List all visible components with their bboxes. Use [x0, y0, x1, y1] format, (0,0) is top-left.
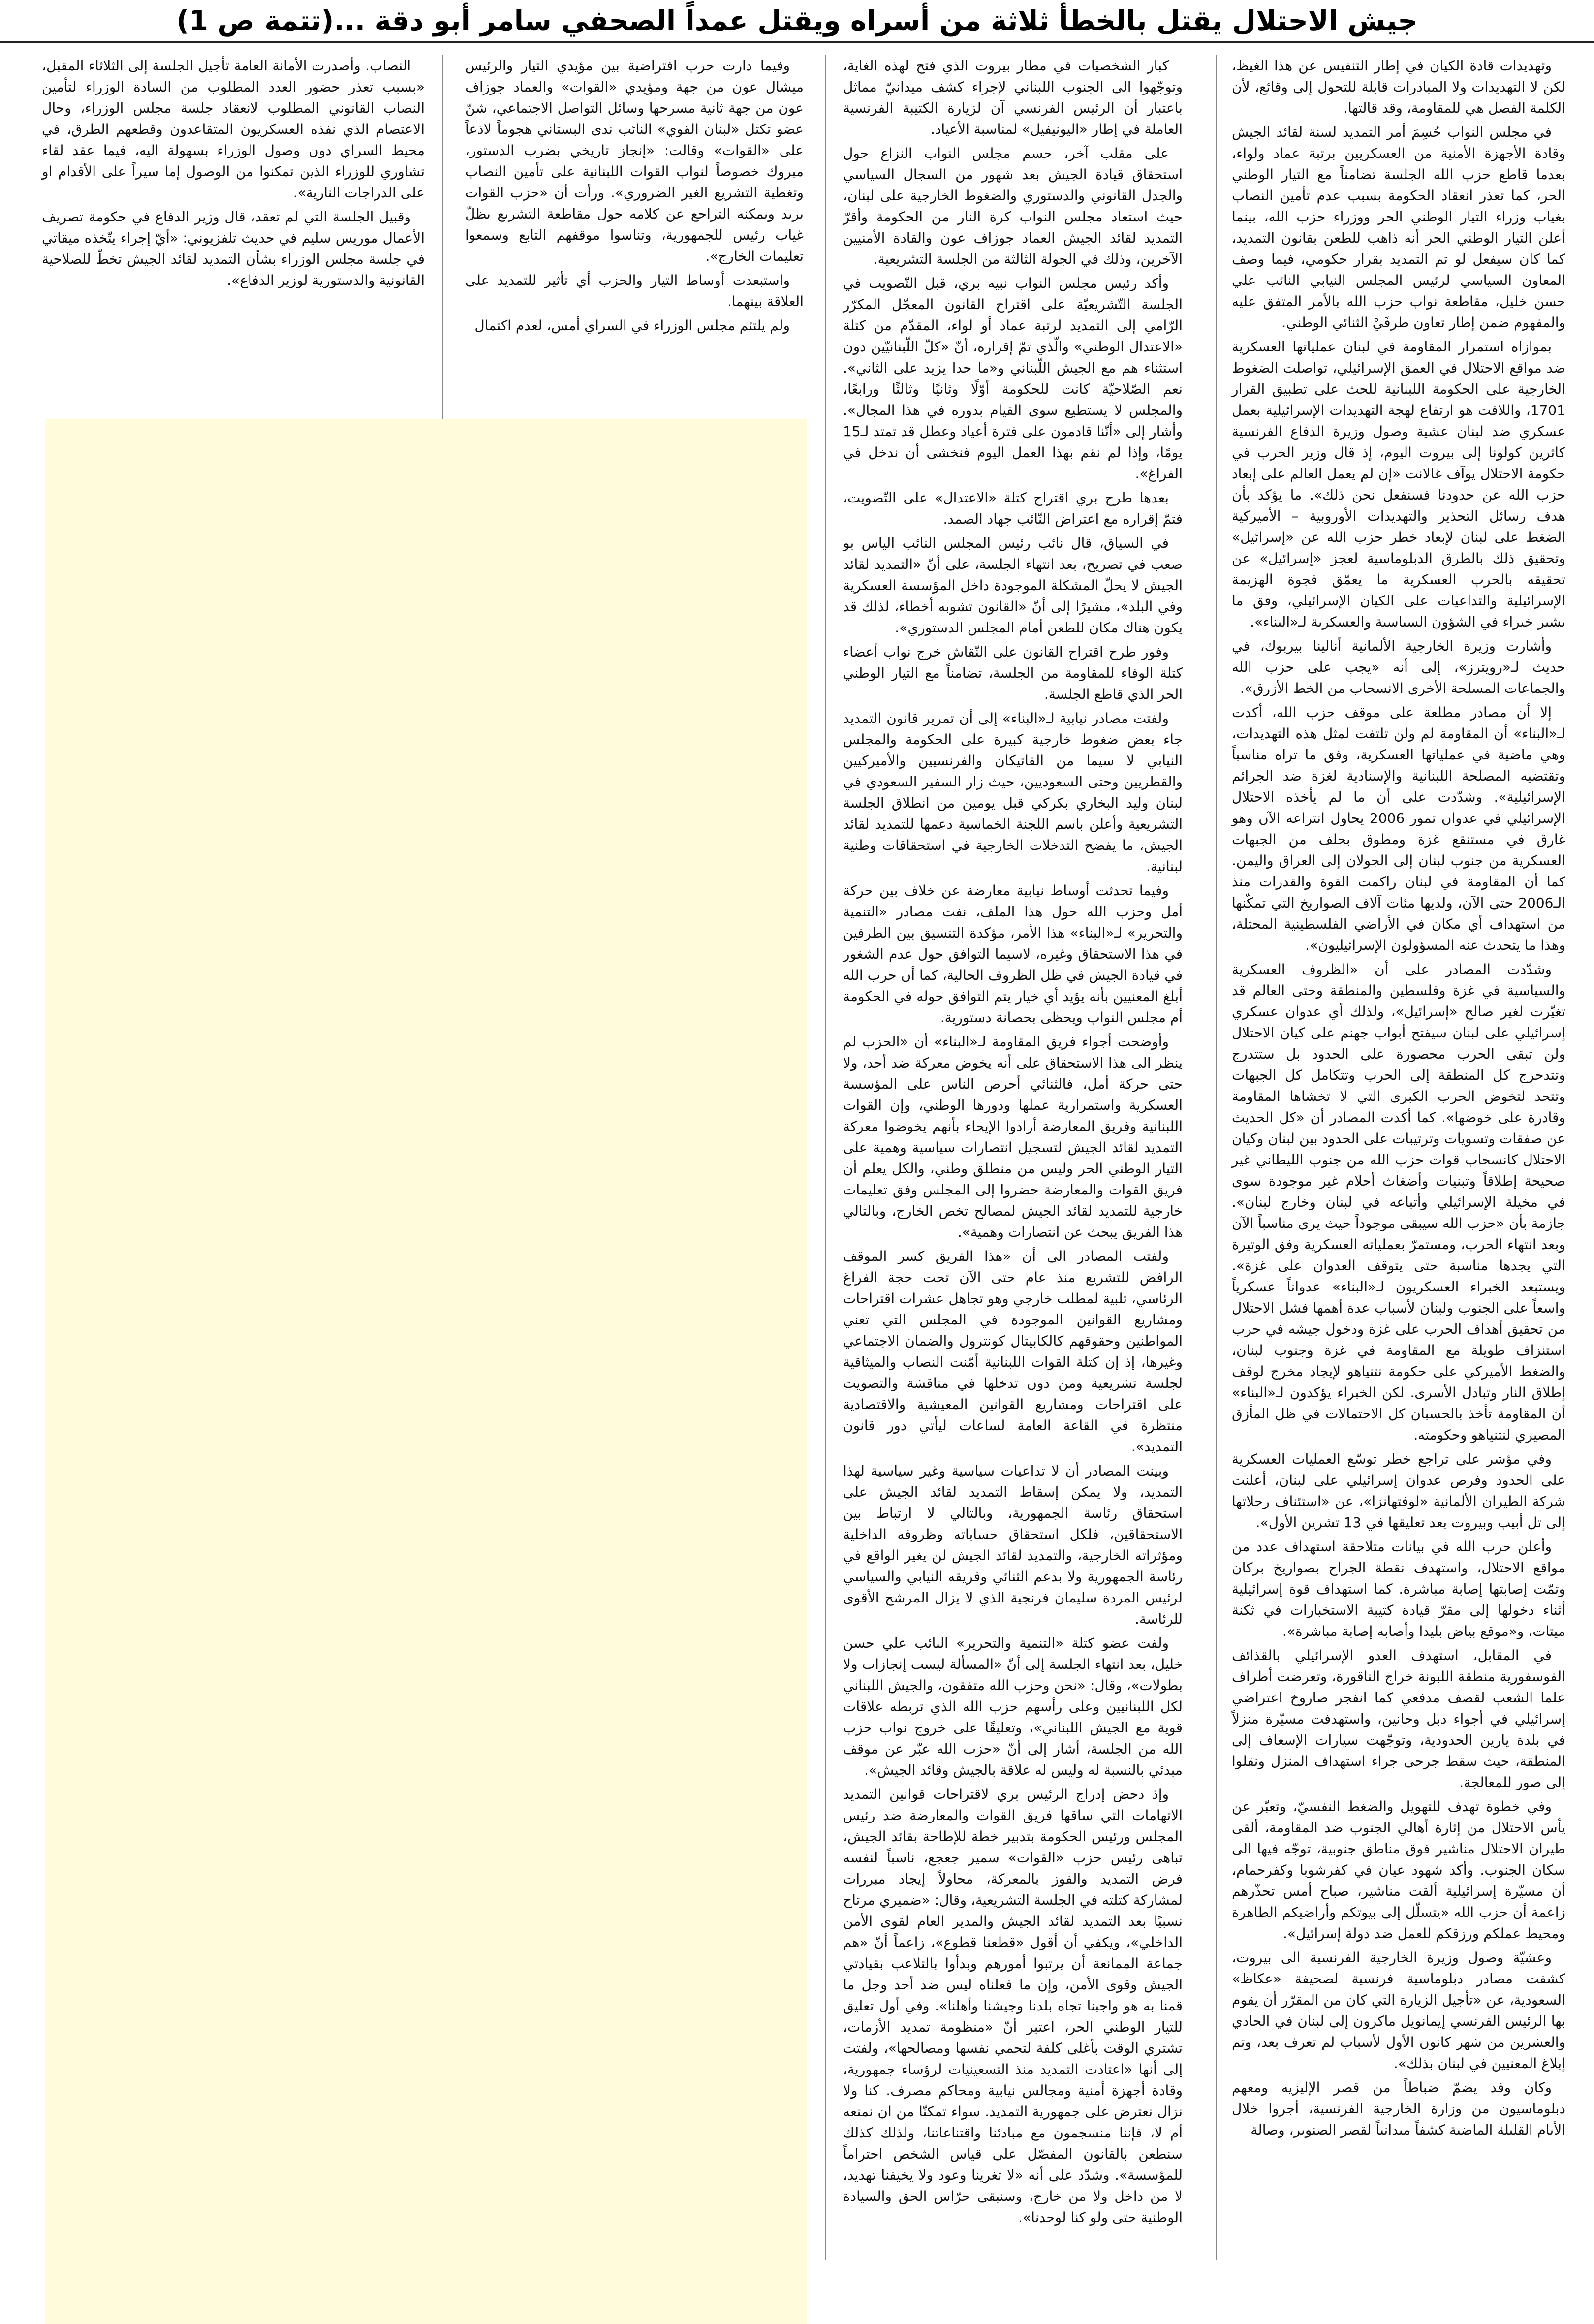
article-paragraph: وتهديدات قادة الكيان في إطار التنفيس عن هذا الغيظ، لكن لا التهديدات ولا المبادرات قابلة للتحول إلى وقائع، لأن الكلمة الفصل هي للمقاومة، وقد قالتها.: [1232, 58, 1565, 116]
article-paragraph: وشدّدت المصادر على أن «الظروف العسكرية والسياسية في غزة وفلسطين والمنطقة وحتى العالم قد تغيّرت لغير صالح «إسرائيل»، ولذلك أي عدوان عسكري إسرائيلي على لبنان سيفتح أبواب جهنم على كيان الاحتلال ولن تبقى الحرب محصورة على الحدود بل ستتدرج وتتدحرج كل المنطقة إلى الحرب وتتكامل كل الجبهات وتتحد لتخوض الحرب الكبرى التي لا تخشاها المقاومة وقادرة على خوضها». كما أكدت المصادر أن «كل الحديث عن صفقات وتسويات وترتيبات على الحدود بين لبنان وكيان الاحتلال كانسحاب قوات حزب الله من جنوب الليطاني غير صحيحة إطلاقاً وتبنيات وأضغاث أحلام غير موجودة سوى في مخيلة الإسرائيلي وأتباعه في لبنان وخارج لبنان». جازمة بأن «حزب الله سيبقى موجوداً حيث يرى مناسباً الآن وبعد انتهاء الحرب، ومستمرّ بعملياته العسكرية وفق الوتيرة التي يجدها مناسبة حتى يتوقف العدوان على غزة». ويستبعد الخبراء العسكريون لـ«البناء» عدواناً عسكرياً واسعاً على الجنوب ولبنان لأسباب عدة أهمها فشل الاحتلال من تحقيق أهداف الحرب على غزة ودخول جيشه في حرب استنزاف طويلة مع المقاومة في غزة وجنوب لبنان، والضغط الأميركي على حكومة نتنياهو لإيجاد مخرج لوقف إطلاق النار وتبادل الأسرى. لكن الخبراء يؤكدون لـ«البناء» أن المقاومة تأخذ بالحسبان كل الاحتمالات في ظل المأزق المصيري لنتنياهو وحكومته.: [1232, 961, 1565, 1443]
article-paragraph: وفور طرح اقتراح القانون على النّقاش خرج نواب أعضاء كتلة الوفاء للمقاومة من الجلسة، تضامناً مع التيار الوطني الحر الذي قاطع الجلسة.: [843, 644, 1183, 702]
article-headline: جيش الاحتلال يقتل بالخطأ ثلاثة من أسراه ويقتل عمداً الصحفي سامر أبو دقة ...(تتمة ص 1): [176, 4, 1418, 37]
article-paragraph: وفي مؤشر على تراجع خطر توسّع العمليات العسكرية على الحدود وفرص عدوان إسرائيلي على لبنان، أعلنت شركة الطيران الألمانية «لوفتهانزا»، عن «استئناف رحلاتها إلى تل أبيب وبيروت بعد تعليقها في 13 تشرين الأول».: [1232, 1451, 1565, 1531]
article-paragraph: بعدها طرح بري اقتراح كتلة «الاعتدال» على التّصويت، فتمّ إقراره مع اعتراض النّائب جهاد الصمد.: [843, 490, 1183, 527]
article-paragraph: كبار الشخصيات في مطار بيروت الذي فتح لهذه الغاية، وتوجّهوا الى الجنوب اللبناني لإجراء كشف ميدانيّ مماثل باعتبار أن الرئيس الفرنسي آن لزيارة الكتيبة الفرنسية العاملة في إطار «اليونيفيل» لمناسبة الأعياد.: [843, 58, 1183, 137]
column-divider: [825, 55, 826, 2260]
article-body: [0, 55, 1594, 2274]
article-paragraph: النصاب. وأصدرت الأمانة العامة تأجيل الجلسة إلى الثلاثاء المقبل، «بسبب تعذر حضور العدد المطلوب من السادة الوزراء لتأمين النصاب القانوني المطلوب لانعقاد جلسة مجلس الوزراء، وحال الاعتصام الذي نفذه العسكريون المتقاعدون وقطعهم الطرق، في محيط السراي دون وصول الوزراء بسهولة اليه، فيما عقد لقاء تشاوري للوزراء الذين تمكنوا من الوصول إما سيراً على الأقدام او على الدراجات النارية».: [42, 58, 425, 201]
article-paragraph: إلا أن مصادر مطلعة على موقف حزب الله، أكدت لـ«البناء» أن المقاومة لم ولن تلتفت لمثل هذه التهديدات، وهي ماضية في عملياتها العسكرية، وفق ما تراه مناسباً وتقتضيه المصلحة اللبنانية والإسنادية لغزة ضد الجرائم الإسرائيلية». وشدّدت على أن ما لم يأخذه الاحتلال الإسرائيلي في عدوان تموز 2006 يحاول انتزاعه الآن وهو غارق في مستنقع غزة ومطوق بحلف من الجبهات العسكرية من جنوب لبنان إلى الجولان إلى العراق واليمن. كما أن المقاومة في لبنان راكمت القوة والقدرات منذ الـ2006 حتى الآن، ولديها مئات آلاف الصواريخ التي تمكّنها من استهداف أي مكان في الأراضي الفلسطينية المحتلة، وهذا ما يتحدث عنه المسؤولون الإسرائيليون».: [1232, 704, 1565, 953]
article-paragraph: وفيما تحدثت أوساط نيابية معارضة عن خلاف بين حركة أمل وحزب الله حول هذا الملف، نفت مصادر «التنمية والتحرير» لـ«البناء» هذا الأمر، مؤكدة التنسيق بين الطرفين في هذا الاستحقاق وغيره، لاسيما التوافق حول عدم الشغور في قيادة الجيش في ظل الظروف الحالية، كما أن حزب الله أبلغ المعنيين بأنه يؤيد أي خيار يتم التوافق حوله في الحكومة أم مجلس النواب ويحظى بحصانة دستورية.: [843, 882, 1183, 1026]
article-paragraph: وأعلن حزب الله في بيانات متلاحقة استهداف عدد من مواقع الاحتلال، واستهدف نقطة الجراح بصواريخ بركان وتمّت إصابتها إصابة مباشرة. كما استهداف قوة إسرائيلية أثناء دخولها إلى مقرّ قيادة كتيبة الاستخبارات في ثكنة ميتات، و«موقع بياض بليدا وأصابه إصابة مباشرة».: [1232, 1539, 1565, 1639]
column-1: [1229, 55, 1568, 2265]
article-paragraph: في السياق، قال نائب رئيس المجلس النائب الياس بو صعب في تصريح، بعد انتهاء الجلسة، على أنّ «التمديد لقائد الجيش لا يحلّ المشكلة الموجودة داخل المؤسسة العسكرية وفي البلد»، مشيرًا إلى أنّ «القانون تشوبه أخطاء، لذلك قد يكون هناك مكان للطعن أمام المجلس الدستوري».: [843, 535, 1183, 636]
article-paragraph: وأشارت وزيرة الخارجية الألمانية أنالينا بيربوك، في حديث لـ«رويترز»، إلى أنه «يجب على حزب الله والجماعات المسلحة الأخرى الانسحاب من الخط الأزرق».: [1232, 638, 1565, 696]
article-paragraph: ولفتت مصادر نيابية لـ«البناء» إلى أن تمرير قانون التمديد جاء بعض ضغوط خارجية كبيرة على الحكومة والمجلس النيابي لا سيما من الفاتيكان والفرنسيين والأميركيين والقطريين وحتى السعوديين، حيث زار السفير السعودي في لبنان وليد البخاري بكركي قبل يومين من انطلاق الجلسة التشريعية وأعلن باسم اللجنة الخماسية دعمها للتمديد لقائد الجيش، ما يفضح التدخلات الخارجية في استحقاقات وطنية لبنانية.: [843, 710, 1183, 875]
article-paragraph: ولفتت المصادر الى أن «هذا الفريق كسر الموقف الرافض للتشريع منذ عام حتى الآن تحت حجة الفراغ الرئاسي، تلبية لمطلب خارجي وهو تجاهل عشرات اقتراحات ومشاريع القوانين الموجودة في المجلس التي تعني المواطنين وحقوقهم كالكابيتال كونترول والضمان الاجتماعي وغيرها، إذ إن كتلة القوات اللبنانية أمّنت النصاب والميثاقية لجلسة تشريعية ومن دون تدخلها في مناقشة والتصويت على اقتراحات ومشاريع القوانين المعيشية والاقتصادية منتظرة في القاعة العامة لساعات ليأتي دور قانون التمديد».: [843, 1248, 1183, 1455]
article-paragraph: ولفت عضو كتلة «التنمية والتحرير» النائب علي حسن خليل، بعد انتهاء الجلسة إلى أنّ «المسألة ليست إنجازات ولا بطولات»، وقال: «نحن وحزب الله متفقون، والجيش اللبناني لكل اللبنانيين وعلى رأسهم حزب الله الذي تربطه علاقات قوية مع الجيش اللبناني»، وتعليقًا على خروج نواب حزب الله من الجلسة، أشار إلى أنّ «حزب الله عبّر عن موقف مبدئي بالنسبة له وليس له علاقة بالجيش وقائد الجيش».: [843, 1635, 1183, 1778]
article-paragraph: وفيما دارت حرب افتراضية بين مؤيدي التيار والرئيس ميشال عون من جهة ومؤيدي «القوات» والعماد جوزاف عون من جهة ثانية مسرحها وسائل التواصل الاجتماعي، شنّ عضو تكتل «لبنان القوي» النائب ندى البستاني هجوماً لاذعاً على «القوات» وقالت: «إنجاز تاريخي بضرب الدستور، مبروك خصوصاً لنواب القوات اللبنانية على تأمين النصاب وتغطية التشريع الغير الضروري». ورأت أن «حزب القوات يريد ويمكنه التراجع عن كلامه حول مقاطعة التشريع بظلّ غياب رئيس للجمهورية، وتناسوا موقفهم التابع وسمعوا تعليمات الخارج».: [465, 58, 804, 264]
article-paragraph: وفي خطوة تهدف للتهويل والضغط النفسيّ، وتعبّر عن يأس الاحتلال من إثارة أهالي الجنوب ضد المقاومة، ألقى طيران الاحتلال مناشير فوق مناطق جنوبية، توجّه فيها الى سكان الجنوب. وأكد شهود عيان في كفرشوبا وكفرحمام، أن مسيّرة إسرائيلية ألقت مناشير، صباح أمس تحذّرهم زاعمة أن حزب الله «يتسلّل إلى بيوتكم وأراضيكم الطاهرة ومحيط عملكم ورزقكم للعمل ضد دولة إسرائيل».: [1232, 1798, 1565, 1942]
article-paragraph: بموازاة استمرار المقاومة في لبنان عملياتها العسكرية ضد مواقع الاحتلال في العمق الإسرائيلي، تواصلت الضغوط الخارجية على الحكومة اللبنانية للحث على تطبيق القرار 1701، واللافت هو ارتفاع لهجة التهديدات الإسرائيلية بعمل عسكري ضد لبنان عشية وصول وزيرة الدفاع الفرنسية كاثرين كولونا إلى بيروت اليوم، إذ قال وزير الحرب في حكومة الاحتلال يوآف غالانت «إن لم يعمل العالم على إبعاد حزب الله عن حدودنا فسنفعل نحن ذلك». ما يؤكد بأن هدف رسائل التحذير والتهديدات الأوروبية – الأميركية الضغط على لبنان لإبعاد خطر حزب الله عن «إسرائيل» وتحقيق ذلك بالطرق الدبلوماسية لعجز «إسرائيل» عن تحقيقه بالحرب العسكرية ما يعمّق فجوة الهزيمة الإسرائيلية والتداعيات على الكيان الإسرائيلي، وفق ما يشير خبراء في الشؤون السياسية والعسكرية لـ«البناء».: [1232, 339, 1565, 630]
article-paragraph: في مجلس النواب حُسِمَ أمر التمديد لسنة لقائد الجيش وقادة الأجهزة الأمنية من العسكريين برتبة عماد ولواء، بعدما قاطع حزب الله الجلسة تضامناً مع التيار الوطني الحر، كما تعذر انعقاد الحكومة بسبب عدم تأمين النصاب بغياب وزراء التيار الوطني الحر ووزراء حزب الله، بينما أعلن التيار الوطني الحر أنه ذاهب للطعن بقانون التمديد، كما كان سيفعل لو تم التمديد بقرار حكومي، فيما وصف المعاون السياسي لرئيس المجلس النيابي النائب علي حسن خليل، مقاطعة نواب حزب الله بالأمر المتفق عليه والمفهوم ضمن إطار تعاون طرفَيْ الثنائي الوطني.: [1232, 124, 1565, 331]
column-2: [840, 55, 1186, 2265]
column-divider: [1216, 55, 1217, 2260]
article-paragraph: وإذ دحض إدراج الرئيس بري لاقتراحات قوانين التمديد الاتهامات التي ساقها فريق القوات والمعارضة ضد رئيس المجلس ورئيس الحكومة بتدبير خطة للإطاحة بقائد الجيش، تباهى رئيس حزب «القوات» سمير جعجع، ناسباً لنفسه فرض التمديد والفوز بالمعركة، محاولاً إيجاد مبررات لمشاركة كتلته في الجلسة التشريعية، وقال: «ضميري مرتاح نسبيًا بعد التمديد لقائد الجيش والمدير العام لقوى الأمن الداخلي»، ويكفي أن أقول «قطعنا قطوع»، زاعماً أنّ «هم جماعة الممانعة أن يرتبوا أمورهم وبدأوا بالتلاعب بقيادتي الجيش وقوى الأمن، وإن ما فعلناه ليس ضد أحد وجل ما قمنا به هو واجبنا تجاه بلدنا وجيشنا وأهلنا». وفي أول تعليق للتيار الوطني الحر، اعتبر أنّ «منظومة تمديد الأزمات، تشتري الوقت بأغلى كلفة لتحمي نفسها ومصالحها»، ولفتت إلى أنها «اعتادت التمديد منذ التسعينيات لرؤساء جمهورية، وقادة أجهزة أمنية ومجالس نيابية ومحاكم مصرف. كنا ولا نزال نعترض على جمهورية التمديد. سواء تمكنّا من ان نمنعه أم لا، فإننا منسجمون مع مبادئنا واقتناعاتنا، ولذلك كذلك سنطعن بالقانون المفصّل على قياس الشخص احتراماً للمؤسسة». وشدّد على أنه «لا تغرينا وعود ولا يخيفنا تهديد، لا من داخل ولا من خارج، وسنبقى حرّاس الحق والسيادة الوطنية حتى ولو كنا لوحدنا».: [843, 1786, 1183, 2226]
article-paragraph: وقبيل الجلسة التي لم تعقد، قال وزير الدفاع في حكومة تصريف الأعمال موريس سليم في حديث تلفزيوني: «أيّ إجراء يتّخذه ميقاتي في جلسة مجلس الوزراء بشأن التمديد لقائد الجيش تخطّ للصلاحية القانونية والدستورية لوزير الدفاع».: [42, 209, 425, 288]
headline-bar: [0, 0, 1594, 43]
article-paragraph: في المقابل، استهدف العدو الإسرائيلي بالقذائف الفوسفورية منطقة اللبونة خراج الناقورة، وتعرضت أطراف علما الشعب لقصف مدفعي كما انفجر صاروخ اعتراضي إسرائيلي في أجواء دبل وحانين، واستهدفت مسيّرة منزلاً في بلدة يارين الحدودية، وتوجّهت سيارات الإسعاف إلى المنطقة، حيث سقط جرحى جراء استهداف المنزل ونقلوا إلى صور للمعالجة.: [1232, 1647, 1565, 1790]
article-paragraph: وعشيّة وصول وزيرة الخارجية الفرنسية الى بيروت، كشفت مصادر دبلوماسية فرنسية لصحيفة «عكاظ» السعودية، عن «تأجيل الزيارة التي كان من المقرّر أن يقوم بها الرئيس الفرنسي إيمانويل ماكرون إلى لبنان في الحادي والعشرين من شهر كانون الأول لأسباب لم تعرف بعد، وتم إبلاغ المعنيين في لبنان بذلك».: [1232, 1949, 1565, 2072]
article-paragraph: وأوضحت أجواء فريق المقاومة لـ«البناء» أن «الحزب لم ينظر الى هذا الاستحقاق على أنه يخوض معركة ضد أحد، ولا حتى حركة أمل، فالثنائي أحرص الناس على المؤسسة العسكرية واستمرارية عملها ودورها الوطني، وإن القوات اللبنانية وفريق المعارضة أرادوا الإيحاء بأنهم يخوضوا معركة التمديد لقائد الجيش لتسجيل انتصارات سياسية وهمية على التيار الوطني الحر وليس من منطلق وطني، والكل يعلم أن فريق القوات والمعارضة حضروا إلى المجلس وفق تعليمات خارجية للتمديد لقائد الجيش لمصالح تخص الخارج، وبالتالي هذا الفريق يبحث عن انتصارات وهمية».: [843, 1034, 1183, 1240]
blank-ad-space: [45, 419, 807, 2324]
article-paragraph: وبينت المصادر أن لا تداعيات سياسية وغير سياسية لهذا التمديد، ولا يمكن إسقاط التمديد لقائد الجيش على استحقاق رئاسة الجمهورية، وبالتالي لا ارتباط بين الاستحقاقين، فلكل استحقاق حساباته وظروفه الداخلية ومؤثراته الخارجية، والتمديد لقائد الجيش لن يغير الواقع في رئاسة الجمهورية ولا بدعم الثنائي وفريقه النيابي والسياسي لرئيس المردة سليمان فرنجية الذي لا يزال المرشح الأقوى للرئاسة.: [843, 1463, 1183, 1627]
article-paragraph: ولم يلتئم مجلس الوزراء في السراي أمس، لعدم اكتمال: [474, 317, 790, 334]
column-3: [462, 55, 807, 350]
article-paragraph: على مقلب آخر، حسم مجلس النواب النزاع حول استحقاق قيادة الجيش بعد شهور من السجال السياسي والجدل القانوني والدستوري والضغوط الخارجية على لبنان، حيث استعاد مجلس النواب كرة النار من الحكومة وأقرّ التمديد لقائد الجيش العماد جوزاف عون والقادة الأمنيين الآخرين، وذلك في الجولة الثالثة من الجلسة التشريعية.: [843, 145, 1183, 267]
article-paragraph: واستبعدت أوساط التيار والحزب أي تأثير للتمديد على العلاقة بينهما.: [465, 272, 804, 310]
column-4: [39, 55, 428, 350]
article-paragraph: وكان وفد يضمّ ضباطاً من قصر الإليزيه ومعهم دبلوماسيون من وزارة الخارجية الفرنسية، أجروا خلال الأيام القليلة الماضية كشفاً ميدانياً لقصر الصنوبر، وصالة: [1232, 2079, 1565, 2138]
article-paragraph: وأكد رئيس مجلس النواب نبيه بري، قبل التّصويت في الجلسة التّشريعيّة على اقتراح القانون المعجّل المكرّر الرّامي إلى التمديد لرتبة عماد أو لواء، المقدّم من كتلة «الاعتدال الوطني» والّذي تمّ إقراره، أنّ «كلّ اللّبنانيّين دون استثناء هم مع الجيش اللّبناني و«ما حدا يزيد على الثاني». نعم الصّلاحيّة كانت للحكومة أوّلًا وثانيًا وثالثًا ورابعًا، والمجلس لا يستطيع سوى القيام بدوره في هذا المجال». وأشار إلى «أنّنا قادمون على فترة أعياد وعطل قد تمتد لـ15 يومًا، وإذا لم نقم بهذا العمل اليوم فنخشى أن ندخل في الفراغ».: [843, 275, 1183, 482]
